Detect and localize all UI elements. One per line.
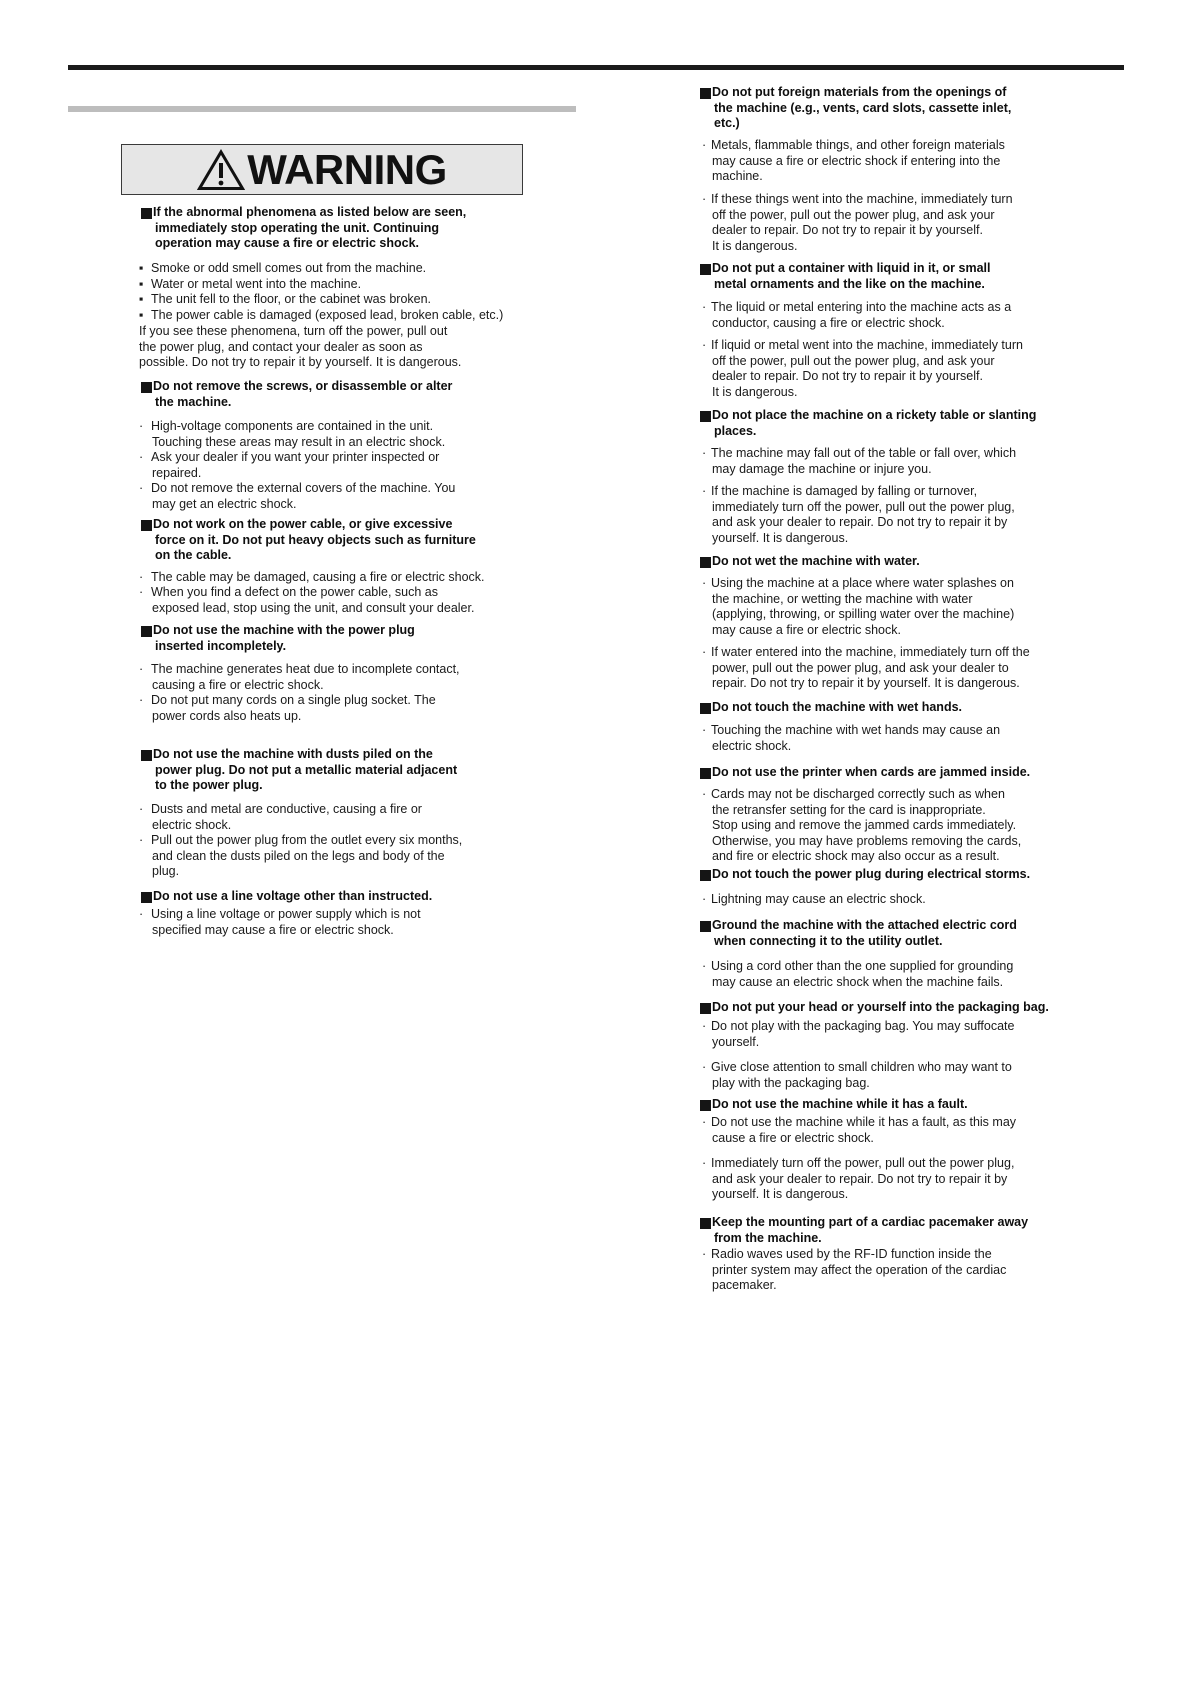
square-bullet-icon bbox=[700, 88, 711, 99]
bullet-text-line: yourself. It is dangerous. bbox=[712, 1187, 849, 1202]
bullet-text-line: and fire or electric shock may also occur as a result. bbox=[712, 849, 1000, 864]
section-heading-line: Do not use a line voltage other than instructed. bbox=[153, 889, 433, 903]
bullet-text-line: If water entered into the machine, immediately turn off the bbox=[711, 645, 1030, 659]
bullet-marker: ▪ bbox=[139, 292, 144, 306]
bullet-text-line: repair. Do not try to repair it by yourself. It is dangerous. bbox=[712, 676, 1020, 691]
section-heading-line: Do not use the machine with dusts piled on the bbox=[153, 747, 433, 761]
section-heading-line: the machine. bbox=[155, 394, 232, 409]
square-bullet-icon bbox=[700, 703, 711, 714]
bullet-text-line: When you find a defect on the power cable, such as bbox=[151, 585, 438, 599]
section-heading-line: Do not use the machine with the power plug bbox=[153, 623, 415, 637]
section-heading-line: when connecting it to the utility outlet. bbox=[714, 933, 943, 948]
bullet-text-line: may get an electric shock. bbox=[152, 496, 297, 511]
bullet-text-line: Using a cord other than the one supplied for grounding bbox=[711, 959, 1014, 973]
bullet-marker: · bbox=[702, 787, 707, 801]
bullet-marker: · bbox=[702, 338, 707, 352]
note-line: the power plug, and contact your dealer as soon as bbox=[139, 339, 423, 354]
bullet-text-line: and clean the dusts piled on the legs and body of the bbox=[152, 848, 445, 863]
section-heading-line: etc.) bbox=[714, 116, 740, 131]
bullet-text-line: printer system may affect the operation of the cardiac bbox=[712, 1262, 1007, 1277]
bullet-marker: · bbox=[702, 576, 707, 590]
bullet-marker: · bbox=[702, 192, 707, 206]
section-heading-line: Do not wet the machine with water. bbox=[712, 554, 920, 568]
square-bullet-icon bbox=[700, 411, 711, 422]
bullet-text-line: may cause an electric shock when the machine fails. bbox=[712, 974, 1004, 989]
bullet-text-line: If liquid or metal went into the machine, immediately turn bbox=[711, 338, 1023, 352]
square-bullet-icon bbox=[700, 768, 711, 779]
bullet-text-line: Give close attention to small children who may want to bbox=[711, 1060, 1012, 1074]
bullet-marker: · bbox=[702, 892, 707, 906]
bullet-text-line: If these things went into the machine, immediately turn bbox=[711, 192, 1013, 206]
bullet-text-line: It is dangerous. bbox=[712, 238, 798, 253]
bullet-text-line: Do not remove the external covers of the machine. You bbox=[151, 481, 456, 495]
bullet-text-line: power cords also heats up. bbox=[152, 708, 302, 723]
bullet-marker: · bbox=[702, 1156, 707, 1170]
bullet-text-line: cause a fire or electric shock. bbox=[712, 1130, 874, 1145]
bullet-text-line: Water or metal went into the machine. bbox=[151, 277, 362, 291]
note-line: possible. Do not try to repair it by yourself. It is dangerous. bbox=[139, 355, 462, 370]
section-heading-line: metal ornaments and the like on the machine. bbox=[714, 276, 985, 291]
bullet-text-line: repaired. bbox=[152, 465, 202, 480]
bullet-marker: ▪ bbox=[139, 308, 144, 322]
bullet-text-line: Do not put many cords on a single plug socket. The bbox=[151, 693, 436, 707]
bullet-text-line: off the power, pull out the power plug, and ask your bbox=[712, 207, 995, 222]
bullet-text-line: If the machine is damaged by falling or turnover, bbox=[711, 484, 978, 498]
bullet-marker: · bbox=[139, 450, 144, 464]
bullet-text-line: Using the machine at a place where water splashes on bbox=[711, 576, 1014, 590]
section-heading-line: places. bbox=[714, 423, 757, 438]
bullet-text-line: The cable may be damaged, causing a fire or electric shock. bbox=[151, 570, 485, 584]
bullet-text-line: immediately turn off the power, pull out the power plug, bbox=[712, 499, 1015, 514]
square-bullet-icon bbox=[700, 870, 711, 881]
bullet-text-line: Using a line voltage or power supply which is not bbox=[151, 907, 421, 921]
bullet-text-line: Cards may not be discharged correctly such as when bbox=[711, 787, 1005, 801]
bullet-text-line: specified may cause a fire or electric shock. bbox=[152, 922, 394, 937]
bullet-text-line: (applying, throwing, or spilling water over the machine) bbox=[712, 607, 1015, 622]
bullet-text-line: Touching these areas may result in an electric shock. bbox=[152, 434, 446, 449]
bullet-text-line: power, pull out the power plug, and ask your dealer to bbox=[712, 660, 1009, 675]
bullet-text-line: Dusts and metal are conductive, causing a fire or bbox=[151, 802, 422, 816]
square-bullet-icon bbox=[700, 1100, 711, 1111]
bullet-marker: · bbox=[139, 481, 144, 495]
bullet-text-line: machine. bbox=[712, 169, 763, 184]
bullet-text-line: Immediately turn off the power, pull out the power plug, bbox=[711, 1156, 1015, 1170]
bullet-text-line: causing a fire or electric shock. bbox=[152, 677, 324, 692]
bullet-text-line: It is dangerous. bbox=[712, 384, 798, 399]
bullet-text-line: electric shock. bbox=[712, 738, 792, 753]
bullet-text-line: Ask your dealer if you want your printer inspected or bbox=[151, 450, 440, 464]
bullet-text-line: dealer to repair. Do not try to repair it by yourself. bbox=[712, 223, 983, 238]
bullet-marker: · bbox=[702, 300, 707, 314]
bullet-marker: · bbox=[702, 645, 707, 659]
bullet-text-line: plug. bbox=[152, 864, 180, 879]
warning-title: WARNING bbox=[247, 145, 447, 193]
section-heading-line: If the abnormal phenomena as listed below are seen, bbox=[153, 205, 467, 219]
section-heading-line: Do not remove the screws, or disassemble or alter bbox=[153, 379, 453, 393]
section-heading-line: to the power plug. bbox=[155, 778, 263, 793]
note-line: If you see these phenomena, turn off the power, pull out bbox=[139, 324, 448, 338]
section-heading-line: Do not place the machine on a rickety table or slanting bbox=[712, 408, 1037, 422]
section-heading-line: operation may cause a fire or electric shock. bbox=[155, 236, 420, 251]
section-heading-line: Do not work on the power cable, or give excessive bbox=[153, 517, 453, 531]
bullet-text-line: may cause a fire or electric shock. bbox=[712, 622, 901, 637]
bullet-text-line: pacemaker. bbox=[712, 1278, 777, 1293]
bullet-marker: · bbox=[702, 1115, 707, 1129]
square-bullet-icon bbox=[700, 921, 711, 932]
bullet-text-line: yourself. It is dangerous. bbox=[712, 530, 849, 545]
bullet-text-line: electric shock. bbox=[152, 817, 232, 832]
bullet-text-line: Stop using and remove the jammed cards immediately. bbox=[712, 818, 1017, 833]
bullet-marker: · bbox=[702, 446, 707, 460]
section-heading-line: power plug. Do not put a metallic material adjacent bbox=[155, 762, 458, 777]
bullet-text-line: and ask your dealer to repair. Do not try to repair it by bbox=[712, 515, 1008, 530]
square-bullet-icon bbox=[700, 1218, 711, 1229]
section-heading-line: Do not put your head or yourself into the packaging bag. bbox=[712, 1000, 1049, 1014]
section-heading-line: Do not use the printer when cards are jammed inside. bbox=[712, 765, 1031, 779]
bullet-text-line: may damage the machine or injure you. bbox=[712, 461, 932, 476]
bullet-text-line: off the power, pull out the power plug, and ask your bbox=[712, 353, 995, 368]
bullet-text-line: The power cable is damaged (exposed lead, broken cable, etc.) bbox=[151, 308, 504, 322]
bullet-text-line: Touching the machine with wet hands may cause an bbox=[711, 723, 1001, 737]
section-heading-line: Do not touch the machine with wet hands. bbox=[712, 700, 963, 714]
section-heading-line: from the machine. bbox=[714, 1230, 822, 1245]
section-heading-line: Ground the machine with the attached electric cord bbox=[712, 918, 1017, 932]
bullet-text-line: may cause a fire or electric shock if entering into the bbox=[712, 153, 1001, 168]
square-bullet-icon bbox=[700, 1003, 711, 1014]
bullet-text-line: The unit fell to the floor, or the cabinet was broken. bbox=[151, 292, 432, 306]
bullet-marker: · bbox=[139, 833, 144, 847]
square-bullet-icon bbox=[700, 557, 711, 568]
section-heading-line: immediately stop operating the unit. Continuing bbox=[155, 220, 440, 235]
bullet-text-line: yourself. bbox=[712, 1034, 760, 1049]
section-heading-line: force on it. Do not put heavy objects such as furniture bbox=[155, 532, 476, 547]
section-heading-line: Keep the mounting part of a cardiac pacemaker away bbox=[712, 1215, 1029, 1229]
bullet-marker: · bbox=[702, 1019, 707, 1033]
bullet-text-line: Pull out the power plug from the outlet every six months, bbox=[151, 833, 463, 847]
section-heading-line: on the cable. bbox=[155, 548, 232, 563]
bullet-marker: · bbox=[702, 484, 707, 498]
section-heading-line: Do not put foreign materials from the openings of bbox=[712, 85, 1007, 99]
bullet-text-line: dealer to repair. Do not try to repair it by yourself. bbox=[712, 369, 983, 384]
bullet-marker: ▪ bbox=[139, 277, 144, 291]
bullet-text-line: The machine generates heat due to incomplete contact, bbox=[151, 662, 460, 676]
bullet-marker: · bbox=[139, 662, 144, 676]
bullet-text-line: the retransfer setting for the card is inappropriate. bbox=[712, 802, 986, 817]
bullet-text-line: Radio waves used by the RF-ID function inside the bbox=[711, 1247, 992, 1261]
bullet-text-line: conductor, causing a fire or electric shock. bbox=[712, 315, 945, 330]
bullet-marker: · bbox=[702, 1247, 707, 1261]
square-bullet-icon bbox=[700, 264, 711, 275]
section-heading-line: inserted incompletely. bbox=[155, 638, 287, 653]
bullet-text-line: and ask your dealer to repair. Do not try to repair it by bbox=[712, 1171, 1008, 1186]
bullet-marker: · bbox=[139, 693, 144, 707]
bullet-marker: · bbox=[702, 959, 707, 973]
bullet-text-line: Do not play with the packaging bag. You may suffocate bbox=[711, 1019, 1015, 1033]
bullet-text-line: Otherwise, you may have problems removing the cards, bbox=[712, 833, 1022, 848]
bullet-marker: · bbox=[139, 570, 144, 584]
bullet-marker: · bbox=[702, 138, 707, 152]
bullet-marker: · bbox=[139, 907, 144, 921]
bullet-text-line: Do not use the machine while it has a fault, as this may bbox=[711, 1115, 1017, 1129]
section-heading-line: Do not put a container with liquid in it, or small bbox=[712, 261, 991, 275]
bullet-text-line: exposed lead, stop using the unit, and consult your dealer. bbox=[152, 600, 475, 615]
bullet-marker: · bbox=[702, 1060, 707, 1074]
bullet-text-line: the machine, or wetting the machine with water bbox=[712, 591, 973, 606]
bullet-marker: · bbox=[139, 585, 144, 599]
bullet-text-line: The liquid or metal entering into the machine acts as a bbox=[711, 300, 1012, 314]
section-heading-line: Do not use the machine while it has a fault. bbox=[712, 1097, 968, 1111]
bullet-text-line: Lightning may cause an electric shock. bbox=[711, 892, 926, 906]
section-heading-line: the machine (e.g., vents, card slots, cassette inlet, bbox=[714, 100, 1012, 115]
bullet-text-line: play with the packaging bag. bbox=[712, 1075, 870, 1090]
bullet-text-line: Metals, flammable things, and other foreign materials bbox=[711, 138, 1005, 152]
bullet-text-line: High-voltage components are contained in the unit. bbox=[151, 419, 434, 433]
bullet-text-line: The machine may fall out of the table or fall over, which bbox=[711, 446, 1017, 460]
bullet-text-line: Smoke or odd smell comes out from the machine. bbox=[151, 261, 427, 275]
bullet-marker: · bbox=[702, 723, 707, 737]
bullet-marker: ▪ bbox=[139, 261, 144, 275]
bullet-marker: · bbox=[139, 802, 144, 816]
section-heading-line: Do not touch the power plug during electrical storms. bbox=[712, 867, 1031, 881]
bullet-marker: · bbox=[139, 419, 144, 433]
